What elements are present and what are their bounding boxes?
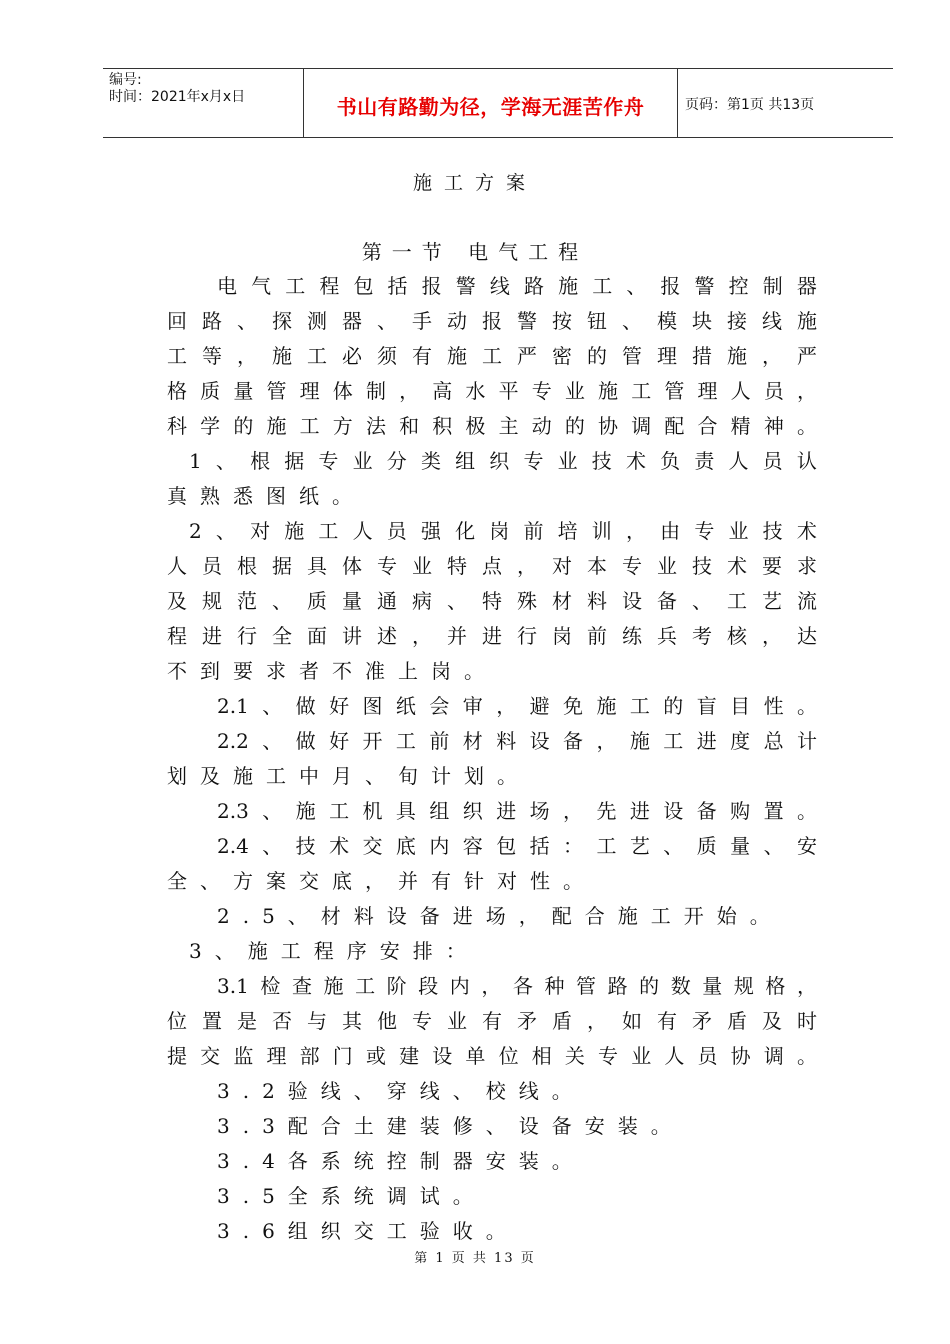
body-line: 提 交 监 理 部 门 或 建 设 单 位 相 关 专 业 人 员 协 调 。: [167, 1044, 817, 1068]
section-title: 第一节 电气工程: [361, 240, 589, 264]
body-line: 人 员 根 据 具 体 专 业 特 点 ， 对 本 专 业 技 术 要 求: [167, 554, 817, 578]
document-title: 施工方案: [412, 172, 537, 194]
body-line: 3、施工程序安排：: [189, 939, 479, 963]
document-header: [103, 68, 893, 138]
body-line: 3.1 检 查 施 工 阶 段 内 ， 各 种 管 路 的 数 量 规 格 ，: [217, 974, 817, 998]
body-line: 位 置 是 否 与 其 他 专 业 有 矛 盾 ， 如 有 矛 盾 及 时: [167, 1009, 817, 1033]
body-line: 科 学 的 施 工 方 法 和 积 极 主 动 的 协 调 配 合 精 神 。: [167, 414, 817, 438]
body-line: 2 、 对 施 工 人 员 强 化 岗 前 培 训 ， 由 专 业 技 术: [189, 519, 817, 543]
header-divider: [677, 69, 678, 137]
body-line: 2.3 、 施 工 机 具 组 织 进 场 ， 先 进 设 备 购 置 。: [217, 799, 817, 823]
body-line: 3.4各系统控制器安装。: [217, 1149, 585, 1173]
body-line: 回 路 、 探 测 器 、 手 动 报 警 按 钮 、 模 块 接 线 施: [167, 309, 817, 333]
body-line: 3.2验线、穿线、校线。: [217, 1079, 585, 1103]
body-line: 3.6组织交工验收。: [217, 1219, 519, 1243]
body-line: 2.4 、 技 术 交 底 内 容 包 括 ： 工 艺 、 质 量 、 安: [217, 834, 817, 858]
body-line: 3.5全系统调试。: [217, 1184, 486, 1208]
page-footer: 第 1 页 共 13 页: [414, 1251, 536, 1266]
body-line: 2.1 、 做 好 图 纸 会 审 ， 避 免 施 工 的 盲 目 性 。: [217, 694, 817, 718]
body-line: 2.5、材料设备进场，配合施工开始。: [217, 904, 783, 928]
body-line: 2.2 、 做 好 开 工 前 材 料 设 备 ， 施 工 进 度 总 计: [217, 729, 817, 753]
body-line: 划及施工中月、旬计划。: [167, 764, 530, 788]
body-line: 全、方案交底，并有针对性。: [167, 869, 596, 893]
time-label: 时间：2021年x月x日: [109, 89, 246, 105]
number-label: 编号:: [109, 72, 142, 88]
body-line: 3.3配合土建装修、设备安装。: [217, 1114, 684, 1138]
header-meta: [109, 72, 245, 106]
body-line: 工 等 ， 施 工 必 须 有 施 工 严 密 的 管 理 措 施 ， 严: [167, 344, 817, 368]
body-line: 格 质 量 管 理 体 制 ， 高 水 平 专 业 施 工 管 理 人 员 ，: [167, 379, 817, 403]
body-line: 1 、 根 据 专 业 分 类 组 织 专 业 技 术 负 责 人 员 认: [189, 449, 817, 473]
body-line: 真熟悉图纸。: [167, 484, 365, 508]
body-line: 及 规 范 、 质 量 通 病 、 特 殊 材 料 设 备 、 工 艺 流: [167, 589, 817, 613]
body-line: 电 气 工 程 包 括 报 警 线 路 施 工 、 报 警 控 制 器: [217, 274, 817, 298]
body-line: 程 进 行 全 面 讲 述 ， 并 进 行 岗 前 练 兵 考 核 ， 达: [167, 624, 817, 648]
body-line: 不到要求者不准上岗。: [167, 659, 497, 683]
page-indicator: 页码：第1页 共13页: [685, 97, 815, 113]
header-motto: 书山有路勤为径，学海无涯苦作舟: [336, 95, 645, 119]
